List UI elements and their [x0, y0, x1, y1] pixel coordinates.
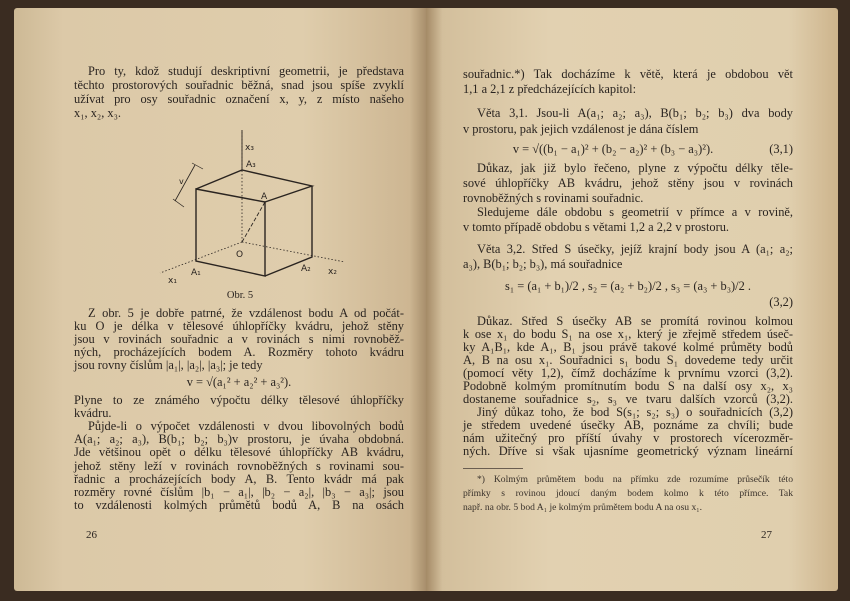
text-line: Plyne to ze známého výpočtu délky tělesové úhlopříčky	[74, 393, 404, 407]
footnote-rule	[463, 468, 523, 469]
text-line: Půjde-li o výpočet vzdálenosti v dvou libovolných bodů	[88, 419, 404, 433]
label-A2: A₂	[301, 264, 311, 274]
text-line: jsou v rovinách souřadnic a v rovinách s nimi rovnoběž-	[74, 332, 404, 346]
label-x2: x₂	[328, 267, 337, 277]
label-A3: A₃	[246, 160, 256, 170]
text-line: kvádru.	[74, 406, 112, 420]
equation-number: (3,2)	[769, 295, 793, 309]
theorem-line: v prostoru, pak jejich vzdálenost je dána číslem	[463, 122, 699, 136]
text-line: to vzdálenosti kolmých průmětů bodů A, B na osách	[74, 498, 404, 512]
text-line: rozměry rovné číslům |b₁ − a₁|, |b₂ − a₂|, |b₃ − a₃|; jsou	[74, 485, 404, 499]
text-line: A(a₁; a₂; a₃), B(b₁; b₂; b₃)v prostoru, je úvaha obdobná.	[74, 432, 404, 446]
text-line: Jiný důkaz toho, že bod S(s₁; s₂; s₃) o souřadnicích (3,2)	[477, 405, 793, 419]
formula-3-1: v = √((b₁ − a₁)² + (b₂ − a₂)² + (b₃ − a₃)²).	[512, 142, 714, 156]
cuboid-front-face	[196, 189, 265, 276]
text-line: rovnoběžných s rovinami souřadnic.	[463, 191, 644, 205]
text-line: Důkaz, jak již bylo řečeno, plyne z výpočtu délky těle-	[477, 161, 793, 175]
text-line: je středem uvedené úsečky AB, poznáme za chvíli; bude	[463, 418, 793, 432]
theorem-line: a₃), B(b₁; b₂; b₃), má souřadnice	[463, 257, 623, 271]
text-line: Pro ty, kdož studují deskriptivní geometrii, je představa	[88, 64, 404, 78]
text-line: užívat pro osy souřadnic označení x, y, z místo našeho	[74, 92, 404, 106]
cuboid-top-edges	[196, 170, 312, 202]
formula-3-2: s₁ = (a₁ + b₁)/2 , s₂ = (a₂ + b₂)/2 , s₃ = (a₃ + b₃)/2 .	[505, 279, 751, 293]
equation-number: (3,1)	[769, 142, 793, 156]
page-number: 27	[761, 529, 772, 541]
label-O: O	[236, 250, 244, 260]
text-line: v tomto případě obdobu s větami 1,2 a 2,2 v prostoru.	[463, 220, 730, 234]
dimension-tick	[173, 199, 184, 207]
text-line: ných, procházejících bodem A. Rozměry tohoto kvádru	[74, 345, 404, 359]
diagonal-OA	[242, 202, 265, 242]
footnote-line: např. na obr. 5 bod A₁ je kolmým průmětem bodu A na osu x₁.	[463, 502, 703, 513]
theorem-line: Věta 3,1. Jsou-li A(a₁; a₂; a₃), B(b₁; b₂; b₃) dva body	[477, 106, 793, 120]
label-v: v	[179, 177, 184, 186]
figure-caption: Obr. 5	[226, 290, 254, 301]
text-line: dostaneme souřadnice s₂, s₃ ve tvaru dalších vzorců (3,2).	[463, 392, 793, 406]
text-line: ky A₁B₁, kde A₁, B₁ jsou právě takové kolmé průměty bodů	[463, 340, 793, 354]
text-line: sové úhlopříčky AB kvádru, jehož stěny jsou v rovinách	[463, 176, 793, 190]
text-line: Důkaz. Střed S úsečky AB se promítá rovinou kolmou	[477, 314, 793, 328]
formula-distance-origin: v = √(a₁² + a₂² + a₃²).	[186, 375, 292, 389]
text-line: 1,1 a 2,1 z předcházejících kapitol:	[463, 82, 637, 96]
text-line: Sledujeme dále obdobu s geometrií v přímce a v rovině,	[477, 205, 793, 219]
footnote-line: *) Kolmým průmětem bodu na přímku zde rozumíme průsečík této	[477, 474, 793, 485]
text-line: x₁, x₂, x₃.	[74, 106, 122, 120]
text-line: řadnic a procházejících body A, B. Tento kvádr má pak	[74, 472, 404, 486]
text-line: ku O je délka v tělesové úhlopříčky kvádru, jehož stěny	[74, 319, 404, 333]
label-x1: x₁	[168, 276, 177, 286]
text-line: Z obr. 5 je dobře patrné, že vzdálenost bodu A od počát-	[88, 306, 404, 320]
text-line: jsou rovny číslům |a₁|, |a₂|, |a₃|; je tedy	[74, 358, 263, 372]
page-number: 26	[86, 529, 97, 541]
text-line: A, B na osu x₁. Souřadnici s₁ bodu S₁ dovedeme tedy určit	[463, 353, 793, 367]
text-line: jehož stěny leží v rovinách rovnoběžných s rovinami sou-	[74, 459, 404, 473]
text-line: nám užitečný pro příští úvahy v prostorech vícerozměr-	[463, 431, 793, 445]
dimension-line-v	[175, 165, 195, 201]
text-line: Jde většinou opět o délku tělesové úhlopříčky AB kvádru,	[74, 445, 404, 459]
axis-x2	[242, 242, 345, 262]
text-line: k ose x₁ do bodu S₁ na ose x₁, který je zřejmě středem úseč-	[463, 327, 793, 341]
text-line: (pomocí věty 1,2), čímž docházíme k prvnímu vzorci (3,2).	[463, 366, 793, 380]
label-A1: A₁	[191, 268, 201, 278]
text-line: ných. Dříve si však ujasníme geometrický význam lineární	[463, 444, 793, 458]
text-line: souřadnic.*) Tak docházíme k větě, která je obdobou vět	[463, 67, 793, 81]
text-line: těchto prostorových souřadnic běžná, snad jsou spíše zvyklí	[74, 78, 404, 92]
label-x3: x₃	[245, 143, 254, 153]
footnote-line: přímky s rovinou jdoucí daným bodem kolmo k této přímce. Tak	[463, 488, 793, 499]
label-A: A	[261, 192, 268, 202]
text-line: Podobně kolmým promítnutím bodu S na další osy x₂, x₃	[463, 379, 793, 393]
theorem-line: Věta 3,2. Střed S úsečky, jejíž krajní body jsou A (a₁; a₂;	[477, 242, 793, 256]
